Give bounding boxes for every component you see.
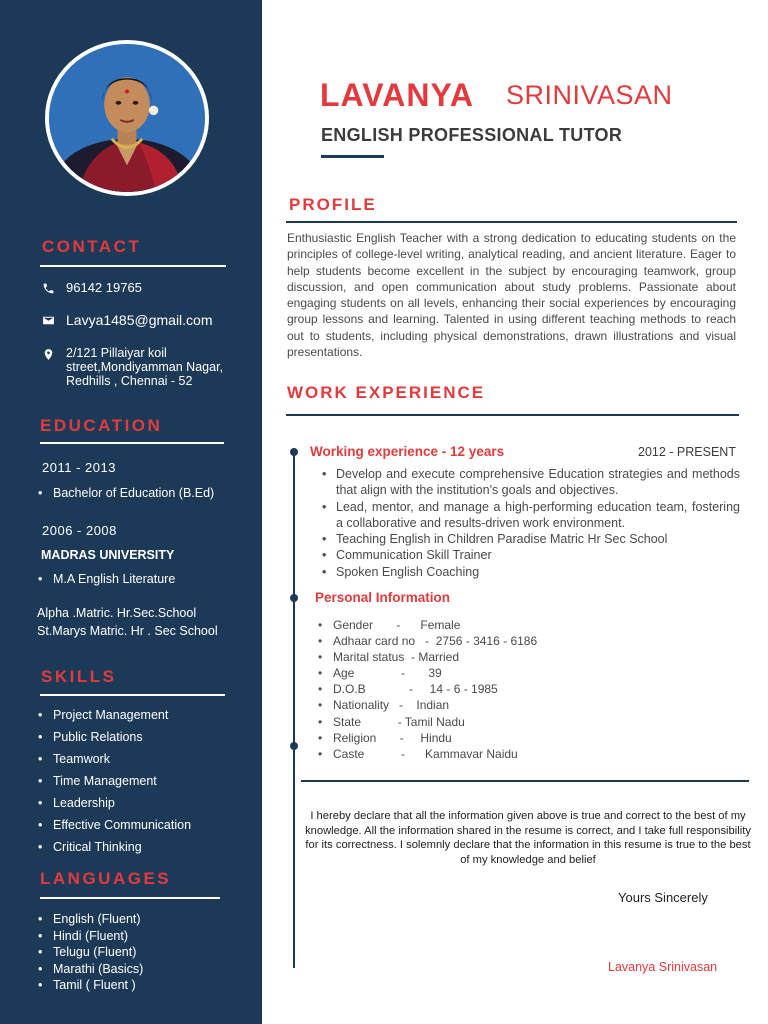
phone-icon: [40, 280, 56, 296]
skills-list: [38, 704, 191, 858]
timeline-dot: [290, 448, 298, 456]
profile-divider: [286, 221, 737, 223]
job-period: 2012 - PRESENT: [638, 445, 736, 459]
education-heading: EDUCATION: [40, 416, 163, 435]
portrait-illustration: [49, 44, 205, 192]
personal-info-item: • Religion - Hindu: [318, 730, 537, 746]
email-address: Lavya1485@gmail.com: [66, 312, 213, 328]
skills-divider: [40, 694, 225, 696]
skill-item: • Time Management: [38, 770, 191, 792]
signature-name: Lavanya Srinivasan: [608, 960, 718, 974]
skill-item: • Leadership: [38, 792, 191, 814]
work-experience-heading: WORK EXPERIENCE: [287, 383, 486, 402]
timeline-dot: [290, 742, 298, 750]
personal-info-list: [318, 617, 537, 762]
skill-item: • Project Management: [38, 704, 191, 726]
language-item: • English (Fluent): [38, 911, 143, 928]
timeline-line: [293, 451, 295, 968]
university-name: MADRAS UNIVERSITY: [41, 548, 175, 562]
address-line: street,Mondiyamman Nagar,: [66, 360, 224, 374]
job-bullet: • Communication Skill Trainer: [322, 547, 740, 563]
education-degree-list-1: [38, 486, 214, 500]
profile-heading: PROFILE: [289, 195, 377, 214]
contact-divider: [40, 265, 226, 267]
job-responsibilities: [322, 466, 740, 580]
contact-phone: [40, 280, 142, 296]
skill-item: • Effective Communication: [38, 814, 191, 836]
school-name: St.Marys Matric. Hr . Sec School: [37, 624, 218, 638]
education-period-1: 2011 - 2013: [42, 460, 116, 475]
personal-info-item: • Caste - Kammavar Naidu: [318, 746, 537, 762]
job-bullet: • Lead, mentor, and manage a high-performing education team, fostering a collaborative and results-driven work environment.: [322, 499, 740, 532]
personal-info-item: • Nationality - Indian: [318, 697, 537, 713]
location-pin-icon: [40, 346, 56, 362]
job-heading: Working experience - 12 years: [310, 444, 505, 459]
languages-divider: [40, 897, 220, 899]
profile-photo: [45, 40, 209, 196]
education-period-2: 2006 - 2008: [42, 523, 117, 538]
personal-info-heading: Personal Information: [315, 590, 451, 605]
job-title: ENGLISH PROFESSIONAL TUTOR: [321, 125, 623, 145]
declaration-divider: [301, 780, 749, 782]
address-line: Redhills , Chennai - 52: [66, 374, 193, 388]
education-degree: • Bachelor of Education (B.Ed): [38, 486, 214, 500]
closing-text: Yours Sincerely: [618, 890, 708, 905]
profile-summary: Enthusiastic English Teacher with a strong dedication to educating students on the principles of college-level writing, analytical reading, and ancient literature. Eager to help students become excellent in the subject by encouraging teamwork, group discussion, and open communication about study problems. Passionate about engaging students on all levels, enhancing their social experiences by encouraging group lessons and learning. Talented in using different teaching methods to reach out to students, including physical demonstrations, drawn illustrations and visual presentations.: [287, 231, 736, 360]
language-item: • Marathi (Basics): [38, 961, 143, 978]
personal-info-item: • Adhaar card no - 2756 - 3416 - 6186: [318, 633, 537, 649]
timeline-dot: [290, 594, 298, 602]
skills-heading: SKILLS: [41, 667, 117, 686]
last-name: SRINIVASAN: [506, 80, 673, 110]
school-name: Alpha .Matric. Hr.Sec.School: [37, 606, 197, 620]
languages-list: [38, 911, 143, 994]
job-bullet: • Spoken English Coaching: [322, 564, 740, 580]
address-line: 2/121 Pillaiyar koil: [66, 346, 167, 360]
job-bullet: • Develop and execute comprehensive Education strategies and methods that align with the institution's goals and objectives.: [322, 466, 740, 499]
personal-info-item: • D.O.B - 14 - 6 - 1985: [318, 681, 537, 697]
language-item: • Telugu (Fluent): [38, 944, 143, 961]
contact-address: [40, 346, 223, 388]
skill-item: • Teamwork: [38, 748, 191, 770]
language-item: • Hindi (Fluent): [38, 928, 143, 945]
work-experience-divider: [286, 414, 739, 416]
personal-info-item: • Marital status - Married: [318, 649, 537, 665]
job-bullet: • Teaching English in Children Paradise Matric Hr Sec School: [322, 531, 740, 547]
personal-info-item: • State - Tamil Nadu: [318, 714, 537, 730]
language-item: • Tamil ( Fluent ): [38, 977, 143, 994]
personal-info-item: • Gender - Female: [318, 617, 537, 633]
languages-heading: LANGUAGES: [40, 869, 172, 888]
address-block: [66, 346, 223, 388]
contact-heading: CONTACT: [42, 237, 142, 256]
education-degree-list-2: [38, 572, 175, 586]
education-degree: • M.A English Literature: [38, 572, 175, 586]
phone-number: 96142 19765: [66, 280, 142, 295]
first-name: LAVANYA: [320, 77, 474, 113]
contact-email: [40, 312, 213, 328]
personal-info-item: • Age - 39: [318, 665, 537, 681]
title-underline: [321, 155, 384, 158]
skill-item: • Public Relations: [38, 726, 191, 748]
sidebar: [0, 0, 262, 1024]
education-divider: [40, 442, 224, 444]
skill-item: • Critical Thinking: [38, 836, 191, 858]
envelope-icon: [40, 312, 56, 328]
declaration-text: I hereby declare that all the information given above is true and correct to the best of my knowledge. All the information shared in the resume is correct, and I take full responsibility for its correctness. I solemnly declare that the information in this resume is true to the best of my knowledge and belief: [305, 810, 751, 866]
